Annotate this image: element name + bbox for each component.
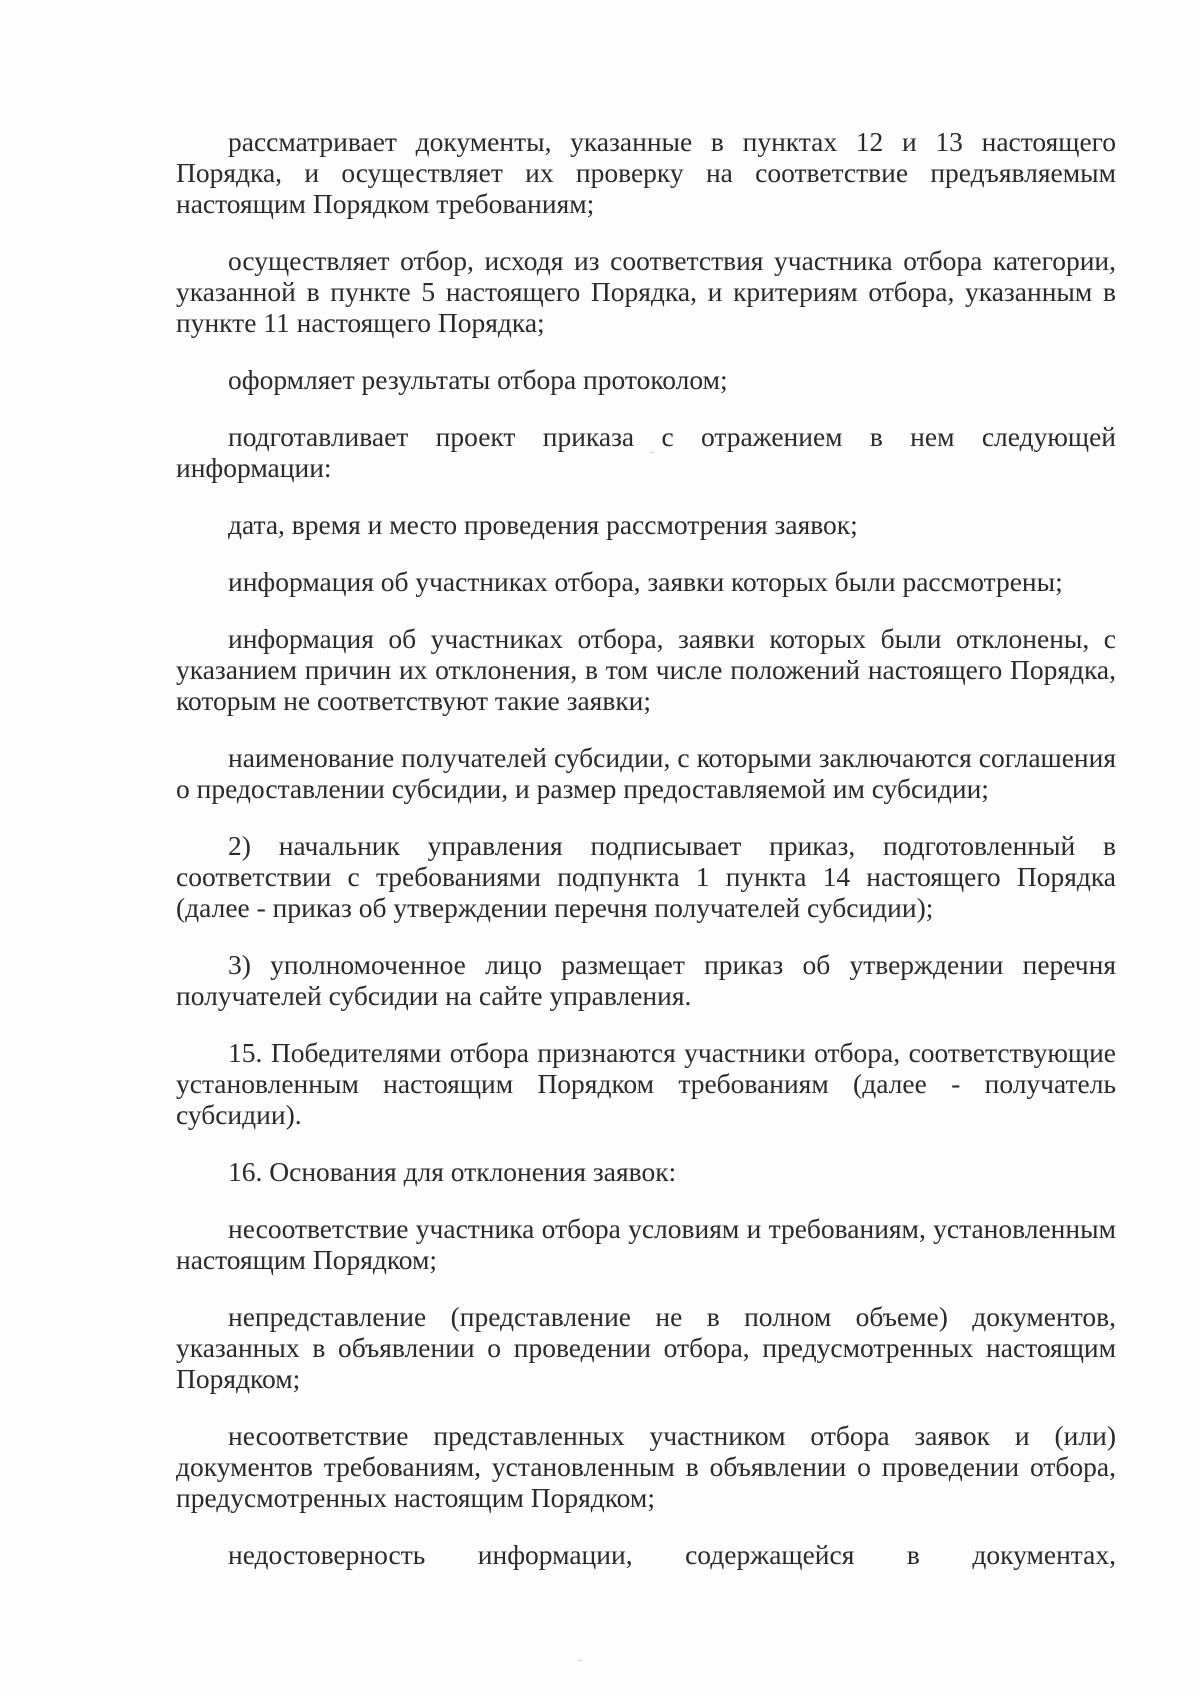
paragraph-review-documents: рассматривает документы, указанные в пунктах 12 и 13 настоящего Порядка, и осуществляет их проверку на соответствие предъявляемым настоящим Порядком требованиям; [176, 126, 1116, 219]
paragraph-rejected-participants: информация об участниках отбора, заявки которых были отклонены, с указанием причин их отклонения, в том числе положений настоящего Порядка, которым не соответствуют такие заявки; [176, 623, 1116, 716]
scan-speck [650, 452, 653, 453]
paragraph-selection-criteria: осуществляет отбор, исходя из соответствия участника отбора категории, указанной в пункте 5 настоящего Порядка, и критериям отбора, указанным в пункте 11 настоящего Порядка; [176, 245, 1116, 338]
paragraph-missing-documents: непредставление (представление не в полном объеме) документов, указанных в объявлении о проведении отбора, предусмотренных настоящим Порядком; [176, 1301, 1116, 1394]
paragraph-protocol: оформляет результаты отбора протоколом; [228, 364, 728, 395]
paragraph-reviewed-participants: информация об участниках отбора, заявки которых были рассмотрены; [228, 566, 1063, 597]
document-body [176, 126, 1116, 1570]
paragraph-rejection-grounds-heading: 16. Основания для отклонения заявок: [228, 1156, 677, 1187]
paragraph-date-time-place: дата, время и место проведения рассмотрения заявок; [228, 509, 858, 540]
paragraph-unreliable-information: недостоверность информации, содержащейся в документах, [228, 1539, 1116, 1570]
paragraph-head-signs-order: 2) начальник управления подписывает приказ, подготовленный в соответствии с требованиями подпункта 1 пункта 14 настоящего Порядка (далее - приказ об утверждении перечня получателей субсидии); [176, 830, 1116, 923]
paragraph-nonconformity-participant: несоответствие участника отбора условиям и требованиям, установленным настоящим Порядком; [176, 1213, 1116, 1275]
paragraph-winners: 15. Победителями отбора признаются участники отбора, соответствующие установленным настоящим Порядком требованиям (далее - получатель субсидии). [176, 1037, 1116, 1130]
paragraph-order-draft: подготавливает проект приказа с отражением в нем следующей информации: [176, 421, 1116, 483]
paragraph-publish-order: 3) уполномоченное лицо размещает приказ об утверждении перечня получателей субсидии на сайте управления. [176, 949, 1116, 1011]
paragraph-recipients-names: наименование получателей субсидии, с которыми заключаются соглашения о предоставлении субсидии, и размер предоставляемой им субсидии; [176, 742, 1116, 804]
paragraph-nonconformity-documents: несоответствие представленных участником отбора заявок и (или) документов требованиям, установленным в объявлении о проведении отбора, предусмотренных настоящим Порядком; [176, 1420, 1116, 1513]
scan-speck [578, 1660, 581, 1661]
